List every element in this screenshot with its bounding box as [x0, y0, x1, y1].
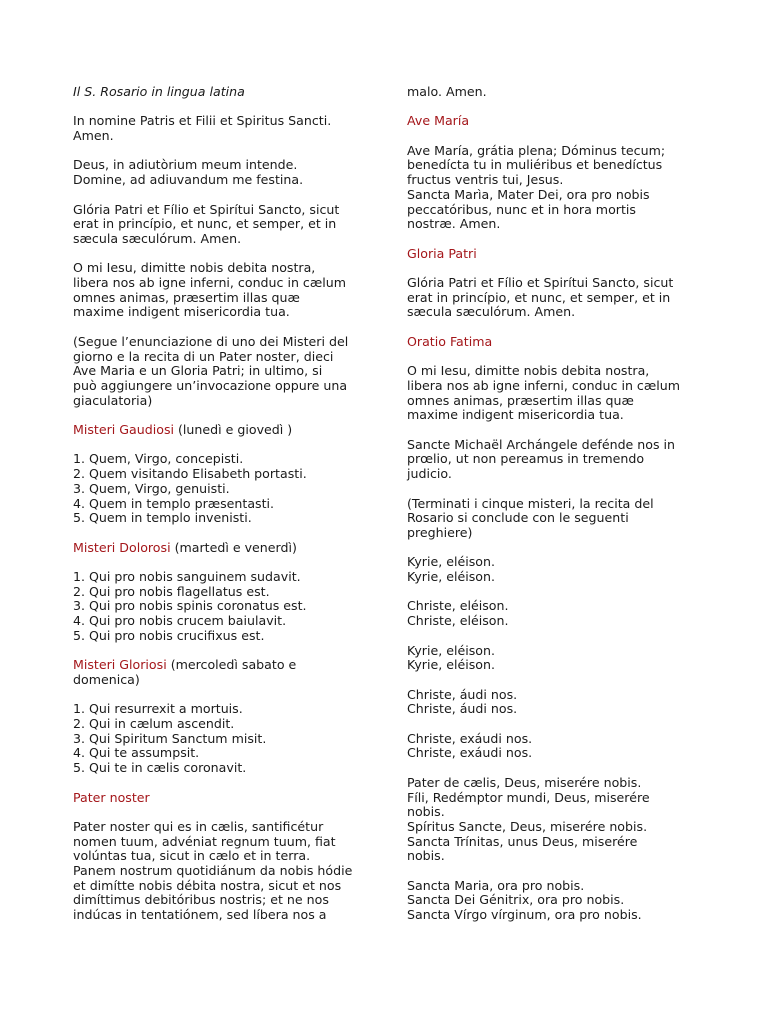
list-item: 2. Qui pro nobis flagellatus est.	[73, 583, 270, 599]
misteri-dolorosi-days: (martedì e venerdì)	[170, 539, 297, 555]
list-item: 2. Quem visitando Elisabeth portasti.	[73, 466, 307, 482]
left-column	[73, 85, 373, 938]
misteri-dolorosi-header	[73, 541, 373, 556]
gloria-patri-heading: Gloria Patri	[407, 245, 477, 261]
deus-in-adiutorium-prayer: Deus, in adiutòrium meum intende. Domine, ad adiuvandum me festina.	[73, 157, 304, 188]
list-item: 5. Qui te in cælis coronavit.	[73, 760, 247, 776]
list-item: 4. Qui te assumpsit.	[73, 745, 200, 761]
list-item: 3. Qui Spiritum Sanctum misit.	[73, 730, 267, 746]
list-item: 1. Qui pro nobis sanguinem sudavit.	[73, 569, 301, 585]
list-item: 2. Qui in cælum ascendit.	[73, 716, 235, 732]
christe-eleison: Christe, eléison. Christe, eléison.	[407, 598, 509, 629]
litany-sancta-maria: Sancta Maria, ora pro nobis. Sancta Dei Génitrix, ora pro nobis. Sancta Vírgo vírginum, ora pro nobis.	[407, 877, 642, 923]
document-title: Il S. Rosario in lingua latina	[73, 84, 245, 99]
misteri-gaudiosi-list	[73, 452, 373, 526]
christe-audi-nos: Christe, áudi nos. Christe, áudi nos.	[407, 686, 518, 717]
misteri-gloriosi-list	[73, 702, 373, 776]
kyrie-eleison-1: Kyrie, eléison. Kyrie, eléison.	[407, 554, 495, 585]
list-item: 1. Quem, Virgo, concepisti.	[73, 451, 244, 467]
o-mi-iesu-prayer: O mi Iesu, dimitte nobis debita nostra, libera nos ab igne inferni, conduc in cælum omnes animas, præsertim illas quæ maxime indigent misericordia tua.	[73, 260, 346, 320]
list-item: 4. Quem in templo præsentasti.	[73, 495, 275, 511]
sancte-michael-prayer: Sancte Michaël Archángele defénde nos in prœlio, ut non pereamus in tremendo judicio.	[407, 436, 676, 482]
misteri-dolorosi-heading: Misteri Dolorosi	[73, 539, 171, 555]
misteri-gaudiosi-header	[73, 423, 373, 438]
right-column	[407, 85, 707, 938]
misteri-dolorosi-list	[73, 570, 373, 644]
list-item: 1. Qui resurrexit a mortuis.	[73, 701, 243, 717]
litany-trinity: Pater de cælis, Deus, miserére nobis. Fíli, Redémptor mundi, Deus, miserére nobis. Spíritus Sancte, Deus, miserére nobis. Sancta Trínitas, unus Deus, miserére nobis.	[407, 774, 650, 864]
terminati-instructions: (Terminati i cinque misteri, la recita del Rosario si conclude con le seguenti preghiere)	[407, 495, 654, 540]
gloria-patri-prayer: Glória Patri et Fílio et Spirítui Sancto, sicut erat in princípio, et nunc, et semper, et in sæcula sæculórum. Amen.	[73, 201, 340, 246]
gloria-patri-prayer: Glória Patri et Fílio et Spirítui Sancto, sicut erat in princípio, et nunc, et semper, et in sæcula sæculórum. Amen.	[407, 275, 674, 320]
oratio-fatima-heading: Oratio Fatima	[407, 333, 493, 349]
pater-noster-ending: malo. Amen.	[407, 84, 487, 99]
misteri-gaudiosi-heading: Misteri Gaudiosi	[73, 422, 175, 438]
list-item: 5. Quem in templo invenisti.	[73, 510, 252, 526]
christe-exaudi-nos: Christe, exáudi nos. Christe, exáudi nos.	[407, 730, 533, 761]
misteri-gaudiosi-days: (lunedì e giovedì )	[174, 422, 293, 438]
list-item: 4. Qui pro nobis crucem baiulavit.	[73, 613, 287, 629]
pater-noster-heading: Pater noster	[73, 789, 150, 805]
pater-noster-prayer: Pater noster qui es in cælis, santificétur nomen tuum, advéniat regnum tuum, fiat volúntas tua, sicut in cælo et in terra. Panem nostrum quotidiánum da nobis hódie et dimítte nobis débita nostra, sicut et nos dimíttimus debitóribus nostris; et ne nos indúcas in tentatiónem, sed líbera nos a	[73, 818, 353, 923]
misteri-gloriosi-heading: Misteri Gloriosi	[73, 657, 167, 673]
list-item: 3. Quem, Virgo, genuisti.	[73, 480, 230, 496]
in-nomine-prayer: In nomine Patris et Filii et Spiritus Sancti. Amen.	[73, 113, 332, 144]
ave-maria-prayer: Ave María, grátia plena; Dóminus tecum; benedícta tu in muliéribus et benedíctus fructus ventris tui, Jesus. Sancta Marìa, Mater Dei, ora pro nobis peccatóribus, nunc et in hora mortis nostræ. Amen.	[407, 142, 666, 232]
list-item: 5. Qui pro nobis crucifixus est.	[73, 627, 265, 643]
kyrie-eleison-2: Kyrie, eléison. Kyrie, eléison.	[407, 642, 495, 673]
list-item: 3. Qui pro nobis spinis coronatus est.	[73, 598, 307, 614]
ave-maria-heading: Ave María	[407, 113, 470, 129]
misteri-gloriosi-days: (mercoledì sabato e domenica)	[73, 657, 297, 687]
misteri-gloriosi-header	[73, 658, 373, 687]
segue-instructions: (Segue l’enunciazione di uno dei Misteri del giorno e la recita di un Pater noster, dieci Ave Maria e un Gloria Patri; in ultimo, si può aggiungere un’invocazione oppure una giaculatoria)	[73, 333, 349, 408]
oratio-fatima-prayer: O mi Iesu, dimitte nobis debita nostra, libera nos ab igne inferni, conduc in cælum omnes animas, præsertim illas quæ maxime indigent misericordia tua.	[407, 363, 680, 423]
